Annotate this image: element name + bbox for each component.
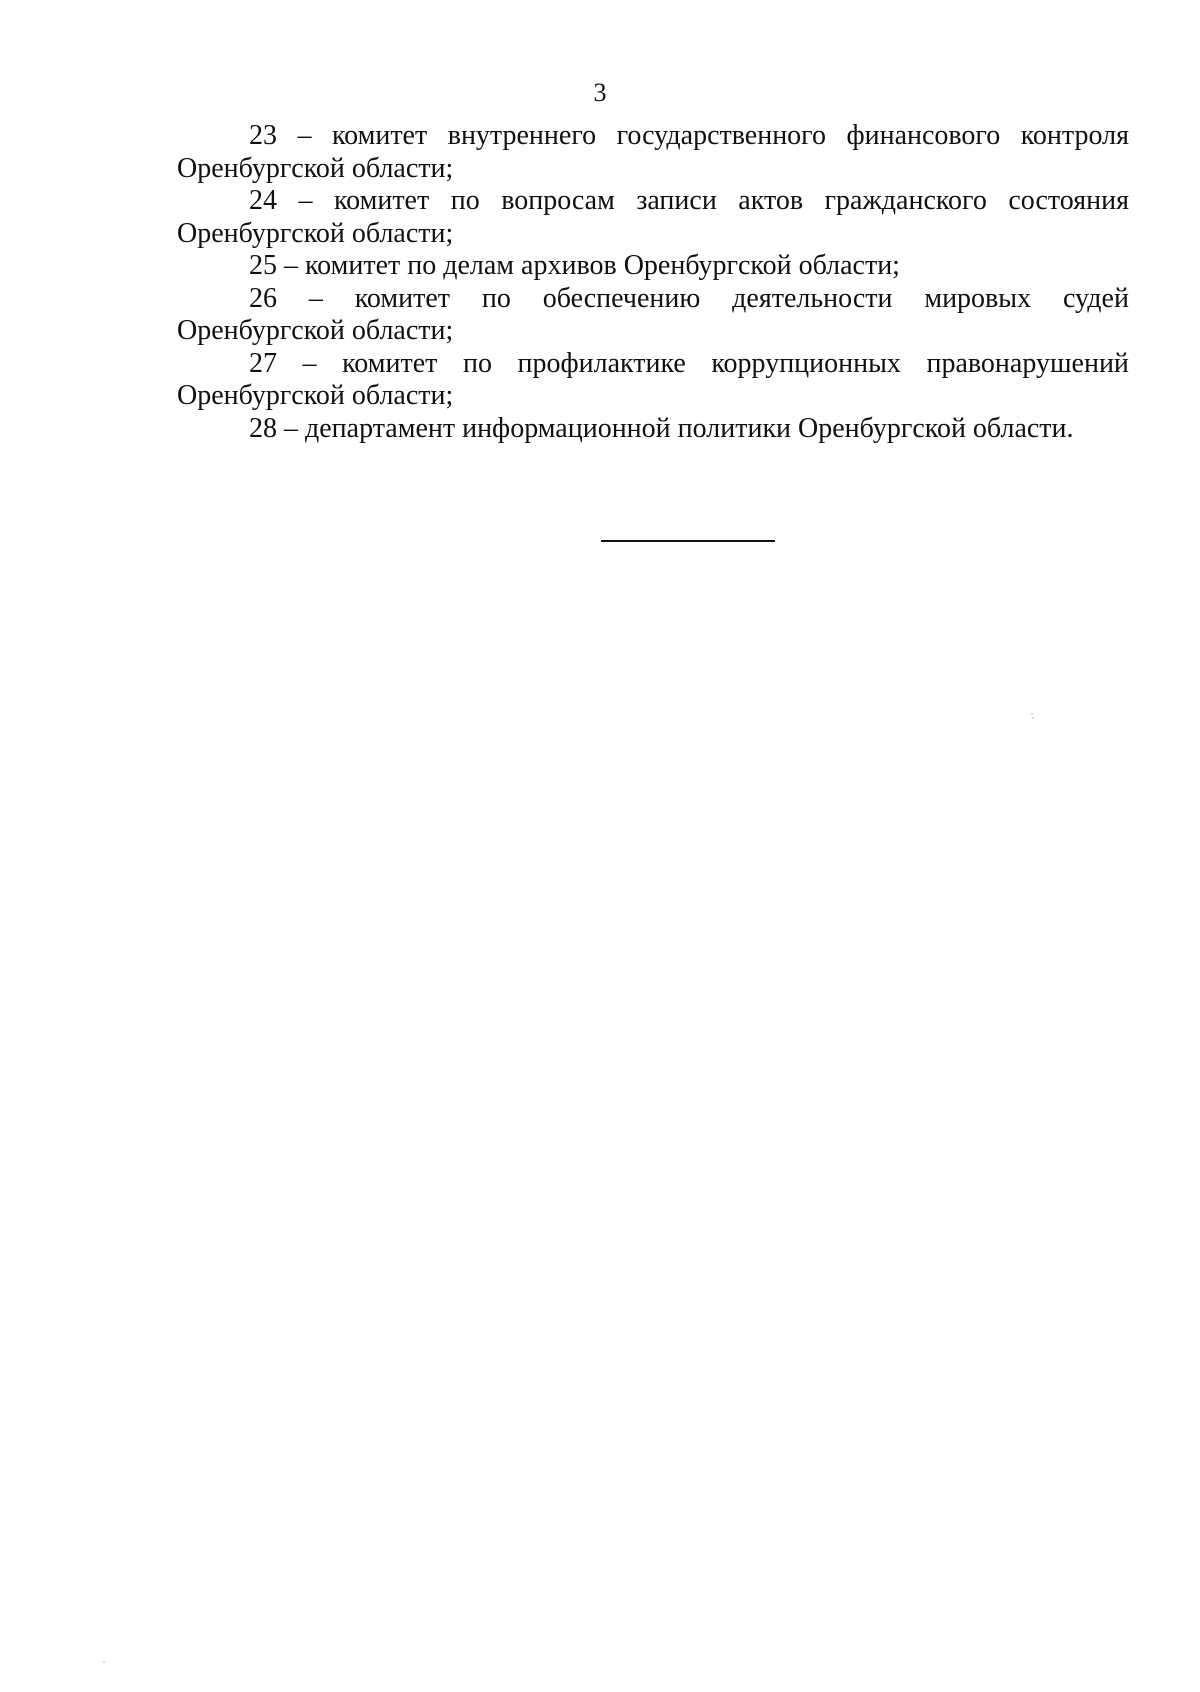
item-number: 23 — [249, 120, 277, 151]
scan-speck — [1031, 713, 1033, 715]
scan-speck — [103, 1661, 105, 1663]
item-dash: – — [302, 347, 317, 379]
item-word: обеспечению — [542, 282, 701, 314]
item-word: коррупционных — [711, 347, 901, 379]
item-word: по — [462, 347, 492, 379]
item-dash: – — [298, 185, 313, 216]
item-word: комитет — [354, 282, 451, 314]
list-item — [177, 185, 1129, 250]
list-item-line — [177, 283, 1129, 316]
item-word: государственного — [616, 120, 826, 151]
item-word: вопросам — [501, 185, 615, 216]
item-word: по — [481, 282, 511, 314]
list-item-line: 25 – комитет по делам архивов Оренбургской области; — [249, 250, 900, 281]
list-item — [177, 250, 1129, 283]
list-item-continuation: Оренбургской области; — [177, 315, 454, 346]
item-dash: – — [297, 120, 312, 151]
item-dash: – — [308, 282, 323, 314]
item-word: мировых — [924, 282, 1032, 314]
list-item-continuation: Оренбургской области; — [177, 380, 454, 411]
list-item — [177, 348, 1129, 413]
item-word: комитет — [333, 185, 430, 216]
item-word: комитет — [331, 120, 428, 151]
list-item — [177, 120, 1129, 185]
item-word: судей — [1062, 282, 1129, 314]
item-word: финансового — [846, 120, 1001, 151]
organization-list — [177, 120, 1129, 445]
item-word: записи — [636, 185, 717, 216]
list-item-continuation: Оренбургской области; — [177, 152, 454, 184]
item-word: внутреннего — [447, 120, 597, 151]
item-word: комитет — [342, 347, 438, 379]
item-word: правонарушений — [926, 347, 1129, 379]
item-word: гражданского — [824, 185, 987, 216]
item-number: 26 — [249, 282, 277, 314]
item-number: 24 — [249, 185, 277, 216]
item-number: 27 — [249, 347, 277, 379]
item-word: профилактике — [517, 347, 686, 379]
item-word: по — [450, 185, 480, 216]
list-item-line — [177, 185, 1129, 218]
list-item — [177, 283, 1129, 348]
scan-speck — [1032, 717, 1034, 719]
end-divider-line — [601, 540, 775, 542]
item-word: актов — [738, 185, 804, 216]
list-item-continuation: Оренбургской области; — [177, 217, 454, 249]
item-word: деятельности — [732, 282, 893, 314]
page-number: 3 — [593, 78, 607, 107]
list-item — [177, 413, 1129, 446]
item-word: контроля — [1020, 120, 1129, 151]
list-item-line — [177, 348, 1129, 381]
list-item-line — [177, 120, 1129, 153]
item-word: состояния — [1008, 185, 1129, 216]
list-item-line: 28 – департамент информационной политики Оренбургской области. — [249, 412, 1074, 444]
